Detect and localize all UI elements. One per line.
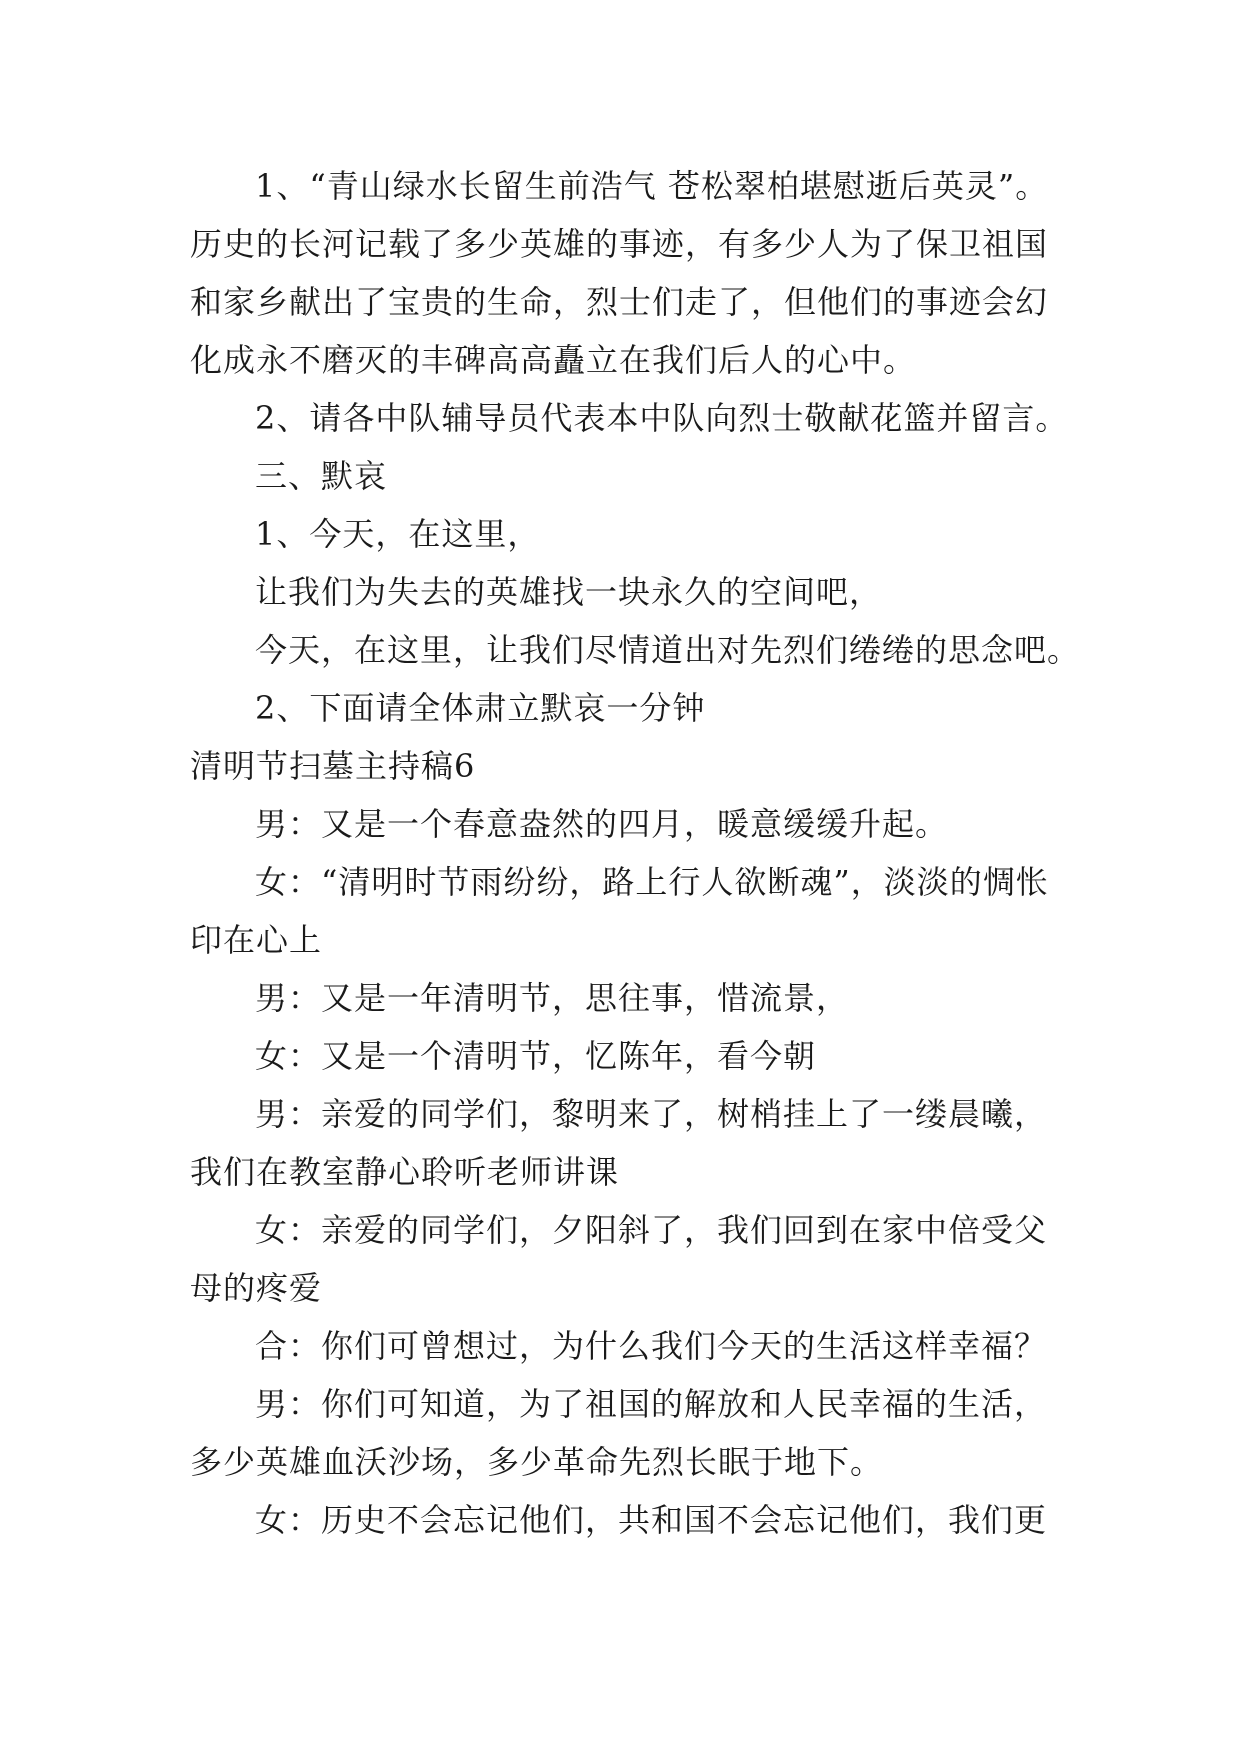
paragraph-line: 让我们为失去的英雄找一块永久的空间吧， [255, 573, 883, 611]
dialogue-line: 我们在教室静心聆听老师讲课 [190, 1153, 620, 1191]
dialogue-line: 女：又是一个清明节，忆陈年，看今朝 [255, 1037, 817, 1075]
paragraph-line: 历史的长河记载了多少英雄的事迹，有多少人为了保卫祖国 [190, 225, 1049, 263]
document-title: 清明节扫墓主持稿6 [190, 747, 476, 785]
paragraph-line: 1、“青山绿水长留生前浩气 苍松翠柏堪慰逝后英灵”。 [255, 167, 1049, 205]
dialogue-line: 女：亲爱的同学们，夕阳斜了，我们回到在家中倍受父 [255, 1211, 1048, 1249]
paragraph-line: 今天，在这里，让我们尽情道出对先烈们绻绻的思念吧。 [255, 631, 1081, 669]
dialogue-line: 印在心上 [190, 921, 323, 959]
dialogue-line: 男：你们可知道，为了祖国的解放和人民幸福的生活， [255, 1385, 1048, 1423]
dialogue-line: 男：又是一个春意盎然的四月，暖意缓缓升起。 [255, 805, 949, 843]
paragraph-line: 2、下面请全体肃立默哀一分钟 [255, 689, 706, 727]
dialogue-line: 女：历史不会忘记他们，共和国不会忘记他们，我们更 [255, 1501, 1048, 1539]
dialogue-line: 女：“清明时节雨纷纷，路上行人欲断魂”，淡淡的惆怅 [255, 863, 1049, 901]
paragraph-line: 化成永不磨灭的丰碑高高矗立在我们后人的心中。 [190, 341, 917, 379]
dialogue-line: 多少英雄血沃沙场，多少革命先烈长眠于地下。 [190, 1443, 884, 1481]
paragraph-line: 2、请各中队辅导员代表本中队向烈士敬献花篮并留言。 [255, 399, 1069, 437]
section-heading: 三、默哀 [255, 457, 388, 495]
paragraph-line: 1、今天，在这里， [255, 515, 541, 553]
dialogue-line: 男：亲爱的同学们，黎明来了，树梢挂上了一缕晨曦， [255, 1095, 1048, 1133]
dialogue-line: 合：你们可曾想过，为什么我们今天的生活这样幸福？ [255, 1327, 1048, 1365]
dialogue-line: 母的疼爱 [190, 1269, 323, 1307]
paragraph-line: 和家乡献出了宝贵的生命，烈士们走了，但他们的事迹会幻 [190, 283, 1049, 321]
dialogue-line: 男：又是一年清明节，思往事，惜流景， [255, 979, 850, 1017]
